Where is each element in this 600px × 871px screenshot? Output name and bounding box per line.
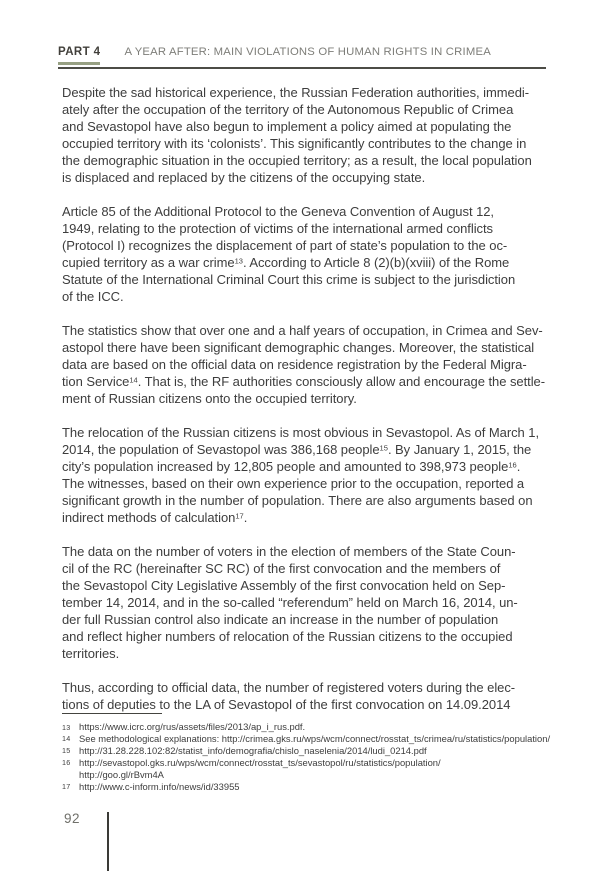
text-line: data are based on the official data on residence registration by the Federal Migra-	[62, 357, 527, 372]
text-line: astopol there have been significant demographic changes. Moreover, the statistical	[62, 340, 535, 355]
page-number: 92	[64, 811, 81, 826]
text-line: The relocation of the Russian citizens is most obvious in Sevastopol. As of March 1,	[62, 425, 540, 440]
text-line: of the ICC.	[62, 289, 124, 304]
text-line: significant growth in the number of population. There are also arguments based on	[62, 493, 533, 508]
text-line: The witnesses, based on their own experience prior to the occupation, reported a	[62, 476, 525, 491]
body-text	[62, 84, 546, 713]
paragraph	[62, 322, 546, 407]
text-line: tember 14, 2014, and in the so-called “referendum” held on March 16, 2014, un-	[62, 595, 518, 610]
footnote	[62, 732, 551, 745]
text-line: city’s population increased by 12,805 people and amounted to 398,973 people$^{16}$.	[62, 459, 521, 474]
footnote-number: 13	[62, 722, 71, 732]
text-line: tion Service$^{14}$. That is, the RF authorities consciously allow and encourage the settle-	[62, 374, 545, 389]
footnote-reference: 13	[234, 256, 243, 266]
paragraph	[62, 543, 546, 662]
text-line: the demographic situation in the occupied territory; as a result, the local population	[62, 153, 532, 168]
text-line: Article 85 of the Additional Protocol to the Geneva Convention of August 12,	[62, 204, 494, 219]
text-line: 1949, relating to the protection of victims of the international armed conflicts	[62, 221, 494, 236]
footnote-text: https://www.icrc.org/rus/assets/files/2013/ap_i_rus.pdf.	[79, 721, 306, 732]
text-line: and reflect higher numbers of relocation of the Russian citizens to the occupied	[62, 629, 513, 644]
footnote-number: 14	[62, 734, 71, 744]
header-title: A YEAR AFTER: MAIN VIOLATIONS OF HUMAN RIGHTS IN CRIMEA	[124, 46, 491, 58]
footnote-reference: 14	[129, 375, 138, 385]
footnote-reference: 16	[508, 460, 517, 470]
footnote-reference: 17	[235, 511, 244, 521]
paragraph	[62, 203, 546, 305]
footnote-number: 16	[62, 758, 71, 768]
text-line: der full Russian control also indicate an increase in the number of population	[62, 612, 499, 627]
footnote-number: 17	[62, 782, 71, 792]
text-line: cil of the RC (hereinafter SC RC) of the first convocation and the members of	[62, 561, 501, 576]
footnote-text: http://www.c-inform.info/news/id/33955	[79, 780, 240, 792]
text-line: The statistics show that over one and a half years of occupation, in Crimea and Sev-	[62, 323, 543, 338]
text-line: indirect methods of calculation$^{17}$.	[62, 510, 248, 525]
text-line: ately after the occupation of the territory of the Autonomous Republic of Crimea	[62, 102, 514, 117]
text-line: The data on the number of voters in the election of members of the State Coun-	[62, 544, 516, 559]
page-header	[58, 46, 546, 69]
text-line: and Sevastopol have also begun to implement a policy aimed at populating the	[62, 119, 512, 134]
text-line: Thus, according to official data, the number of registered voters during the elec-	[62, 680, 516, 695]
footnote	[62, 721, 548, 733]
footnote-text: See methodological explanations: http://crimea.gks.ru/wps/wcm/connect/rosstat_ts/crimea/ru/statistics/population/	[79, 732, 551, 744]
text-line: (Protocol I) recognizes the displacement of part of state’s population to the oc-	[62, 238, 508, 253]
text-line: occupied territory with its ‘colonists’. This significantly contributes to the change in	[62, 136, 527, 151]
text-line: tions of deputies to the LA of Sevastopol of the first convocation on 14.09.2014	[62, 697, 511, 712]
footnotes	[62, 721, 551, 792]
footnote-text: http://31.28.228.102:82/statist_info/demografia/chislo_naselenia/2014/ludi_0214.pdf	[79, 744, 427, 756]
text-line: is displaced and replaced by the citizens of the occupying state.	[62, 170, 426, 185]
footnote-separator	[62, 713, 162, 714]
text-line: Despite the sad historical experience, the Russian Federation authorities, immedi-	[62, 85, 530, 100]
footnote	[62, 757, 548, 781]
text-line: territories.	[62, 646, 120, 661]
header-row	[58, 46, 546, 65]
text-line: Statute of the International Criminal Court this crime is subject to the jurisdiction	[62, 272, 516, 287]
footnote	[62, 745, 548, 757]
footnote-text: http://sevastopol.gks.ru/wps/wcm/connect/rosstat_ts/sevastopol/ru/statistics/population/ http://goo.gl/rBvm4A	[79, 756, 441, 780]
part-label: PART 4	[58, 46, 100, 65]
paragraph	[62, 424, 546, 526]
footnote	[62, 781, 548, 793]
paragraph	[62, 679, 546, 713]
header-rule	[58, 67, 546, 69]
footnote-number: 15	[62, 746, 71, 756]
text-line: 2014, the population of Sevastopol was 386,168 people$^{15}$. By January 1, 2015, the	[62, 442, 532, 457]
paragraph	[62, 84, 546, 186]
text-line: the Sevastopol City Legislative Assembly of the first convocation held on Sep-	[62, 578, 506, 593]
footnote-reference: 15	[379, 443, 388, 453]
text-line: ment of Russian citizens onto the occupied territory.	[62, 391, 357, 406]
footer-vertical-bar	[107, 812, 109, 871]
text-line: cupied territory as a war crime$^{13}$. According to Article 8 (2)(b)(xviii) of the Rome	[62, 255, 510, 270]
